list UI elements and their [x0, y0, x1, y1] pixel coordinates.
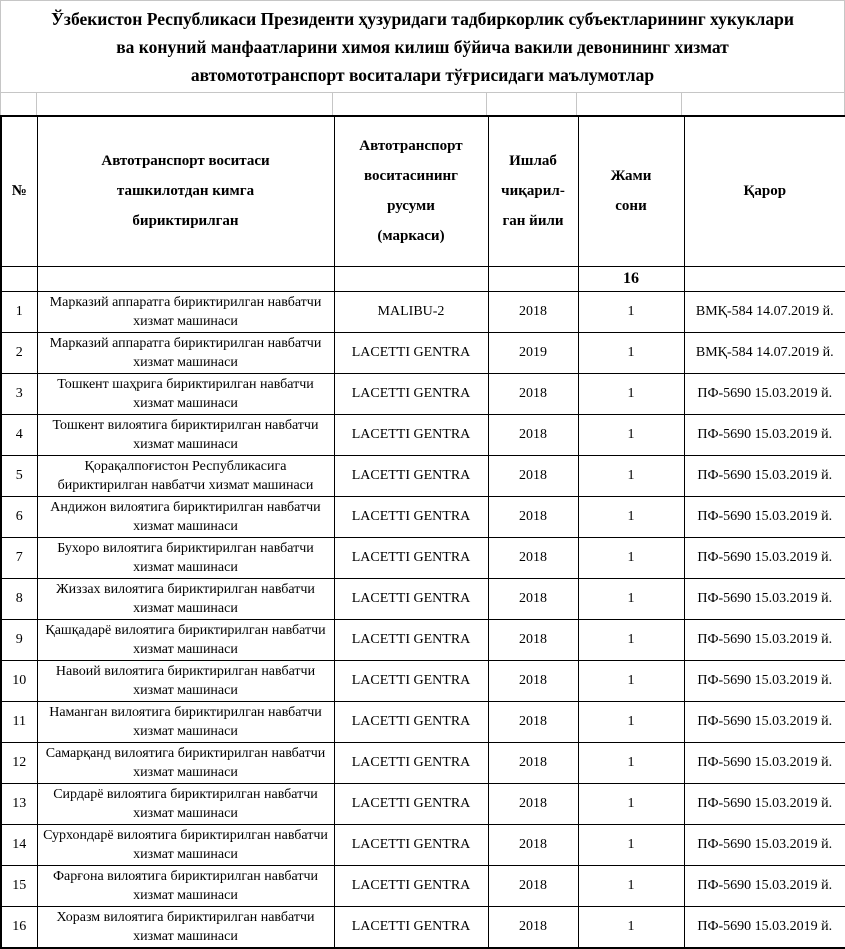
count-cell: 1: [578, 701, 684, 742]
header-count-label: Жами сони: [610, 168, 652, 215]
brand-cell: LACETTI GENTRA: [334, 455, 488, 496]
total-count-cell: 16: [578, 266, 684, 291]
decision-cell: ПФ-5690 15.03.2019 й.: [684, 865, 845, 906]
spacer-cell: [682, 93, 844, 115]
year-cell: 2018: [488, 414, 578, 455]
count-cell: 1: [578, 455, 684, 496]
assignment-cell: Сурхондарё вилоятига бириктирилган навбатчи хизмат машинаси: [37, 824, 334, 865]
table-row: [1, 455, 845, 496]
brand-cell: LACETTI GENTRA: [334, 619, 488, 660]
brand-cell: LACETTI GENTRA: [334, 742, 488, 783]
row-number-cell: 1: [1, 291, 37, 332]
total-no-cell: [1, 266, 37, 291]
header-cell-brand: [334, 116, 488, 266]
header-cell-assignment: [37, 116, 334, 266]
brand-cell: LACETTI GENTRA: [334, 578, 488, 619]
table-row: [1, 824, 845, 865]
decision-cell: ПФ-5690 15.03.2019 й.: [684, 455, 845, 496]
assignment-cell: Андижон вилоятига бириктирилган навбатчи хизмат машинаси: [37, 496, 334, 537]
year-cell: 2018: [488, 578, 578, 619]
count-cell: 1: [578, 537, 684, 578]
brand-cell: LACETTI GENTRA: [334, 783, 488, 824]
table-row: [1, 865, 845, 906]
header-cell-year: Ишлаб чиқарил-ган йили: [488, 116, 578, 266]
brand-cell: MALIBU-2: [334, 291, 488, 332]
table-row: [1, 496, 845, 537]
row-number-cell: 12: [1, 742, 37, 783]
year-cell: 2018: [488, 373, 578, 414]
assignment-cell: Марказий аппаратга бириктирилган навбатчи хизмат машинаси: [37, 291, 334, 332]
decision-cell: ПФ-5690 15.03.2019 й.: [684, 414, 845, 455]
table-row: [1, 414, 845, 455]
decision-cell: ПФ-5690 15.03.2019 й.: [684, 742, 845, 783]
count-cell: 1: [578, 496, 684, 537]
year-cell: 2018: [488, 291, 578, 332]
header-cell-no: №: [1, 116, 37, 266]
brand-cell: LACETTI GENTRA: [334, 701, 488, 742]
year-cell: 2018: [488, 824, 578, 865]
row-number-cell: 4: [1, 414, 37, 455]
decision-cell: ПФ-5690 15.03.2019 й.: [684, 619, 845, 660]
decision-cell: ВМҚ-584 14.07.2019 й.: [684, 332, 845, 373]
page-title: [0, 0, 845, 93]
decision-cell: ПФ-5690 15.03.2019 й.: [684, 660, 845, 701]
decision-cell: ПФ-5690 15.03.2019 й.: [684, 578, 845, 619]
grid-spacer-row: [0, 93, 845, 115]
spacer-cell: [333, 93, 487, 115]
title-line-2: ва конуний манфаатларини химоя килиш бўйича вакили девонининг хизмат: [116, 36, 729, 57]
year-cell: 2018: [488, 619, 578, 660]
row-number-cell: 6: [1, 496, 37, 537]
year-cell: 2018: [488, 660, 578, 701]
count-cell: 1: [578, 660, 684, 701]
assignment-cell: Марказий аппаратга бириктирилган навбатчи хизмат машинаси: [37, 332, 334, 373]
assignment-cell: Навоий вилоятига бириктирилган навбатчи хизмат машинаси: [37, 660, 334, 701]
assignment-cell: Хоразм вилоятига бириктирилган навбатчи хизмат машинаси: [37, 906, 334, 948]
total-year-cell: [488, 266, 578, 291]
brand-cell: LACETTI GENTRA: [334, 824, 488, 865]
year-cell: 2018: [488, 496, 578, 537]
brand-cell: LACETTI GENTRA: [334, 906, 488, 948]
row-number-cell: 9: [1, 619, 37, 660]
assignment-cell: Наманган вилоятига бириктирилган навбатчи хизмат машинаси: [37, 701, 334, 742]
table-row: [1, 783, 845, 824]
row-number-cell: 15: [1, 865, 37, 906]
count-cell: 1: [578, 906, 684, 948]
decision-cell: ПФ-5690 15.03.2019 й.: [684, 537, 845, 578]
table-row: [1, 701, 845, 742]
total-decision-cell: [684, 266, 845, 291]
row-number-cell: 11: [1, 701, 37, 742]
header-cell-decision: Қарор: [684, 116, 845, 266]
decision-cell: ПФ-5690 15.03.2019 й.: [684, 906, 845, 948]
row-number-cell: 10: [1, 660, 37, 701]
header-brand-label: Автотранспорт воситасининг русуми (маркаси): [359, 138, 463, 245]
brand-cell: LACETTI GENTRA: [334, 865, 488, 906]
brand-cell: LACETTI GENTRA: [334, 537, 488, 578]
decision-cell: ПФ-5690 15.03.2019 й.: [684, 824, 845, 865]
table-row: [1, 906, 845, 948]
assignment-cell: Бухоро вилоятига бириктирилган навбатчи хизмат машинаси: [37, 537, 334, 578]
table-row: [1, 291, 845, 332]
count-cell: 1: [578, 414, 684, 455]
table-row: [1, 537, 845, 578]
row-number-cell: 13: [1, 783, 37, 824]
spacer-cell: [1, 93, 37, 115]
decision-cell: ПФ-5690 15.03.2019 й.: [684, 373, 845, 414]
count-cell: 1: [578, 291, 684, 332]
year-cell: 2018: [488, 537, 578, 578]
title-line-3: автомототранспорт воситалари тўғрисидаги маълумотлар: [190, 64, 655, 85]
row-number-cell: 16: [1, 906, 37, 948]
assignment-cell: Жиззах вилоятига бириктирилган навбатчи хизмат машинаси: [37, 578, 334, 619]
spacer-cell: [487, 93, 577, 115]
row-number-cell: 3: [1, 373, 37, 414]
count-cell: 1: [578, 332, 684, 373]
count-cell: 1: [578, 865, 684, 906]
count-cell: 1: [578, 373, 684, 414]
table-header-row: [1, 116, 845, 266]
year-cell: 2018: [488, 783, 578, 824]
table-row: [1, 332, 845, 373]
brand-cell: LACETTI GENTRA: [334, 660, 488, 701]
assignment-cell: Самарқанд вилоятига бириктирилган навбатчи хизмат машинаси: [37, 742, 334, 783]
year-cell: 2018: [488, 701, 578, 742]
spacer-cell: [37, 93, 333, 115]
year-cell: 2018: [488, 742, 578, 783]
decision-cell: ПФ-5690 15.03.2019 й.: [684, 496, 845, 537]
decision-cell: ПФ-5690 15.03.2019 й.: [684, 701, 845, 742]
assignment-cell: Фарғона вилоятига бириктирилган навбатчи хизмат машинаси: [37, 865, 334, 906]
row-number-cell: 14: [1, 824, 37, 865]
year-cell: 2018: [488, 865, 578, 906]
count-cell: 1: [578, 578, 684, 619]
header-cell-count: [578, 116, 684, 266]
row-number-cell: 7: [1, 537, 37, 578]
assignment-cell: Тошкент шаҳрига бириктирилган навбатчи хизмат машинаси: [37, 373, 334, 414]
table-row: [1, 660, 845, 701]
vehicles-table: [0, 115, 845, 949]
table-row: [1, 742, 845, 783]
assignment-cell: Қорақалпоғистон Республикасига бириктирилган навбатчи хизмат машинаси: [37, 455, 334, 496]
total-brand-cell: [334, 266, 488, 291]
brand-cell: LACETTI GENTRA: [334, 414, 488, 455]
count-cell: 1: [578, 619, 684, 660]
assignment-cell: Сирдарё вилоятига бириктирилган навбатчи хизмат машинаси: [37, 783, 334, 824]
row-number-cell: 8: [1, 578, 37, 619]
header-assignment-label: Автотранспорт воситаси ташкилотдан кимга бириктирилган: [101, 153, 270, 230]
brand-cell: LACETTI GENTRA: [334, 332, 488, 373]
title-line-1: Ўзбекистон Республикаси Президенти ҳузуридаги тадбиркорлик субъектларининг хукуклари: [51, 8, 794, 29]
year-cell: 2018: [488, 455, 578, 496]
total-row: [1, 266, 845, 291]
brand-cell: LACETTI GENTRA: [334, 373, 488, 414]
row-number-cell: 2: [1, 332, 37, 373]
count-cell: 1: [578, 783, 684, 824]
decision-cell: ВМҚ-584 14.07.2019 й.: [684, 291, 845, 332]
table-row: [1, 373, 845, 414]
table-row: [1, 578, 845, 619]
total-assignment-cell: [37, 266, 334, 291]
year-cell: 2019: [488, 332, 578, 373]
spacer-cell: [577, 93, 683, 115]
decision-cell: ПФ-5690 15.03.2019 й.: [684, 783, 845, 824]
count-cell: 1: [578, 824, 684, 865]
table-row: [1, 619, 845, 660]
assignment-cell: Тошкент вилоятига бириктирилган навбатчи хизмат машинаси: [37, 414, 334, 455]
count-cell: 1: [578, 742, 684, 783]
assignment-cell: Қашқадарё вилоятига бириктирилган навбатчи хизмат машинаси: [37, 619, 334, 660]
year-cell: 2018: [488, 906, 578, 948]
brand-cell: LACETTI GENTRA: [334, 496, 488, 537]
row-number-cell: 5: [1, 455, 37, 496]
